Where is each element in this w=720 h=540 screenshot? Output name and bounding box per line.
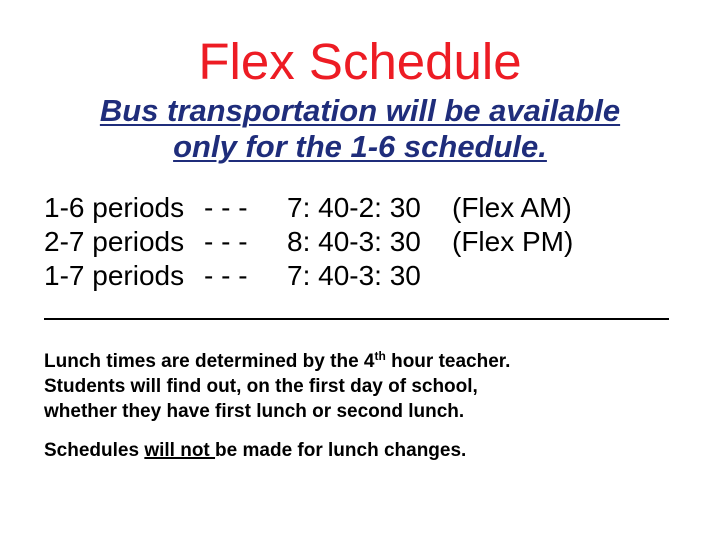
period-label: 1-6 periods bbox=[44, 192, 185, 223]
note-end: be made for lunch changes. bbox=[215, 440, 467, 461]
period-dashes: - - - bbox=[204, 192, 248, 223]
schedule-row bbox=[44, 225, 684, 259]
note-start: Schedules bbox=[44, 440, 145, 461]
schedule-row bbox=[44, 259, 684, 293]
page-title: Flex Schedule bbox=[198, 33, 522, 90]
divider-line bbox=[44, 318, 669, 320]
lunch-line-2: Students will find out, on the first day of school, bbox=[44, 376, 478, 397]
lunch-line-1-end: hour teacher. bbox=[385, 351, 511, 372]
period-label: 2-7 periods bbox=[44, 226, 185, 257]
lunch-line-1 bbox=[44, 349, 684, 374]
ordinal-suffix: th bbox=[374, 349, 386, 363]
period-dashes: - - - bbox=[204, 226, 248, 257]
period-note: (Flex AM) bbox=[452, 192, 572, 223]
period-time: 7: 40-3: 30 bbox=[287, 260, 421, 291]
note-emphasis: will not bbox=[144, 440, 216, 461]
bus-transportation-notice bbox=[0, 93, 720, 165]
period-label: 1-7 periods bbox=[44, 260, 185, 291]
notice-line-1: Bus transportation will be available bbox=[99, 93, 621, 128]
schedule-row bbox=[44, 191, 684, 225]
notice-line-2: only for the 1-6 schedule. bbox=[173, 129, 547, 164]
schedule-change-note bbox=[44, 438, 684, 463]
period-time: 8: 40-3: 30 bbox=[287, 226, 421, 257]
period-dashes: - - - bbox=[204, 260, 248, 291]
lunch-line-3: whether they have first lunch or second lunch. bbox=[44, 401, 465, 422]
period-schedule-list bbox=[44, 191, 684, 293]
period-time: 7: 40-2: 30 bbox=[287, 192, 421, 223]
lunch-line-1-text: Lunch times are determined by the 4 bbox=[44, 351, 375, 372]
period-note: (Flex PM) bbox=[452, 226, 574, 257]
lunch-info bbox=[44, 349, 684, 424]
